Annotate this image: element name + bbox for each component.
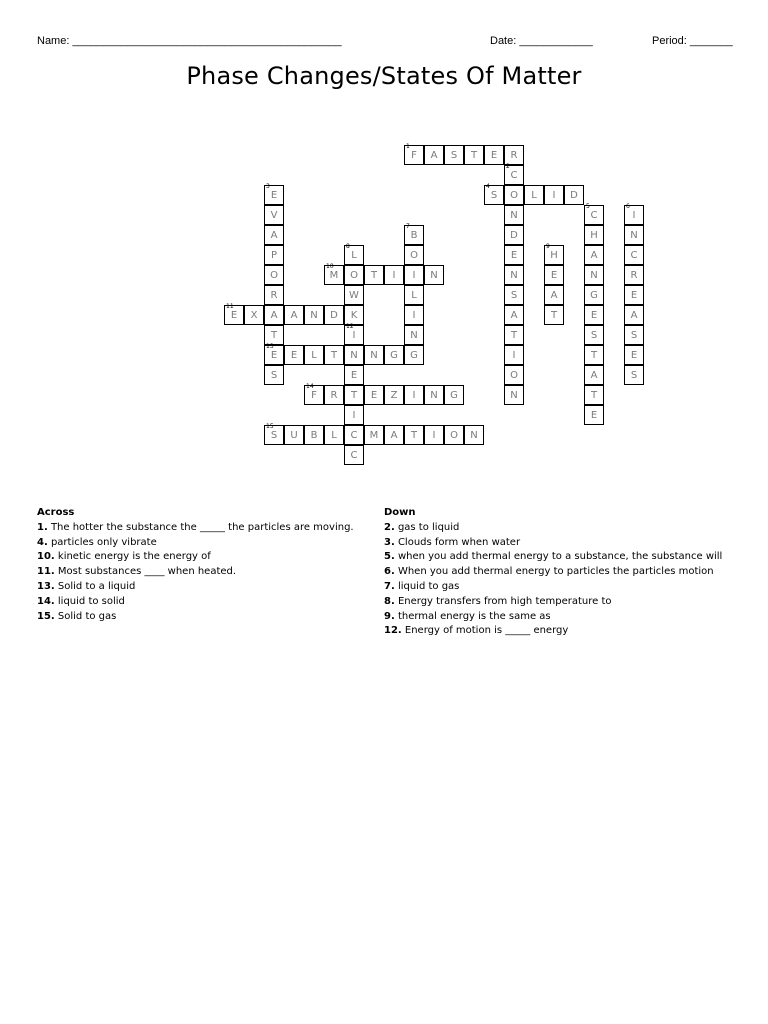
clue-number: 14 [306, 383, 314, 390]
crossword-cell[interactable]: N [424, 265, 444, 285]
down-clues [384, 506, 744, 639]
crossword-cell[interactable]: A [584, 245, 604, 265]
crossword-cell[interactable]: S 15 [264, 425, 284, 445]
crossword-cell[interactable]: E 13 [264, 345, 284, 365]
crossword-grid [0, 0, 768, 500]
crossword-cell[interactable]: E [284, 345, 304, 365]
clue-number: 12 [346, 323, 354, 330]
clue-item [384, 595, 744, 610]
crossword-cell[interactable]: O [404, 245, 424, 265]
clue-item [37, 565, 372, 580]
crossword-cell[interactable]: I [404, 265, 424, 285]
crossword-cell[interactable]: E [624, 285, 644, 305]
clue-text: The hotter the substance the _____ the particles are moving. [47, 521, 354, 533]
clue-text: Solid to a liquid [54, 580, 136, 592]
crossword-cell[interactable]: T [584, 345, 604, 365]
crossword-cell[interactable]: N [624, 225, 644, 245]
down-clue-list [384, 521, 744, 639]
crossword-cell[interactable]: D [324, 305, 344, 325]
crossword-cell[interactable]: T [404, 425, 424, 445]
clue-number: 10 [326, 263, 334, 270]
clue-text: thermal energy is the same as [394, 610, 551, 622]
crossword-cell[interactable]: I 12 [344, 325, 364, 345]
clue-item [384, 565, 744, 580]
crossword-cell[interactable]: E [484, 145, 504, 165]
crossword-cell[interactable]: N [364, 345, 384, 365]
clue-item [384, 550, 744, 565]
across-heading: Across [37, 507, 75, 518]
name-field[interactable]: Name: ____________________________________________ [37, 35, 342, 47]
clue-number: 7. [384, 580, 395, 592]
crossword-cell[interactable]: D [504, 225, 524, 245]
crossword-cell[interactable]: L [304, 345, 324, 365]
crossword-cell[interactable]: T [344, 385, 364, 405]
clue-number: 15. [37, 610, 55, 622]
crossword-cell[interactable]: E [364, 385, 384, 405]
across-clues [37, 506, 372, 624]
crossword-cell[interactable]: N [504, 385, 524, 405]
clue-text: Solid to gas [54, 610, 117, 622]
crossword-cell[interactable]: S [444, 145, 464, 165]
clue-number: 15 [266, 423, 274, 430]
crossword-cell[interactable]: V [264, 205, 284, 225]
clue-number: 3 [266, 183, 270, 190]
crossword-cell[interactable]: N [344, 345, 364, 365]
crossword-cell[interactable]: T [584, 385, 604, 405]
crossword-cell[interactable]: K [344, 305, 364, 325]
clue-item [37, 610, 372, 625]
clue-item [37, 550, 372, 565]
crossword-cell[interactable]: N [504, 265, 524, 285]
clue-text: Energy transfers from high temperature to [394, 595, 612, 607]
clue-text: kinetic energy is the energy of [54, 551, 211, 563]
crossword-cell[interactable]: R [624, 265, 644, 285]
crossword-cell[interactable]: N [404, 325, 424, 345]
clue-item [37, 580, 372, 595]
clue-number: 7 [406, 223, 410, 230]
crossword-cell[interactable]: R [324, 385, 344, 405]
crossword-cell[interactable]: I [404, 305, 424, 325]
crossword-cell[interactable]: R [504, 145, 524, 165]
clue-number: 2. [384, 521, 395, 533]
clue-number: 14. [37, 595, 55, 607]
clue-number: 10. [37, 551, 55, 563]
crossword-cell[interactable]: A [584, 365, 604, 385]
clue-number: 4 [486, 183, 490, 190]
crossword-cell[interactable]: I [404, 385, 424, 405]
crossword-cell[interactable]: C 2 [504, 165, 524, 185]
crossword-cell[interactable]: S [504, 285, 524, 305]
clue-item [37, 521, 372, 536]
crossword-cell[interactable]: I [544, 185, 564, 205]
clue-number: 9. [384, 610, 395, 622]
crossword-cell[interactable]: L [404, 285, 424, 305]
clue-item [384, 624, 744, 639]
crossword-cell[interactable]: C [344, 445, 364, 465]
clue-text: liquid to solid [54, 595, 125, 607]
crossword-cell[interactable]: G [444, 385, 464, 405]
crossword-cell[interactable]: L 8 [344, 245, 364, 265]
crossword-cell[interactable]: E 11 [224, 305, 244, 325]
clue-number: 8. [384, 595, 395, 607]
crossword-cell[interactable]: A [624, 305, 644, 325]
crossword-cell[interactable]: I [424, 425, 444, 445]
clue-item [384, 580, 744, 595]
crossword-cell[interactable]: E [584, 405, 604, 425]
crossword-cell[interactable]: I [504, 345, 524, 365]
crossword-cell[interactable]: O [264, 265, 284, 285]
crossword-cell[interactable]: H [584, 225, 604, 245]
clue-number: 5 [586, 203, 590, 210]
crossword-cell[interactable]: G [384, 345, 404, 365]
clue-number: 4. [37, 536, 48, 548]
across-clue-list [37, 521, 372, 625]
page-title: Phase Changes/States Of Matter [186, 62, 582, 90]
clue-number: 1. [37, 521, 48, 533]
crossword-cell[interactable]: Z [384, 385, 404, 405]
clue-text: Energy of motion is _____ energy [401, 625, 569, 637]
crossword-cell[interactable]: D [564, 185, 584, 205]
crossword-cell[interactable]: L [324, 425, 344, 445]
clue-number: 5. [384, 551, 395, 563]
crossword-cell[interactable]: C [624, 245, 644, 265]
crossword-cell[interactable]: T [504, 325, 524, 345]
crossword-cell[interactable]: P [264, 245, 284, 265]
crossword-cell[interactable]: E 3 [264, 185, 284, 205]
clue-number: 1 [406, 143, 410, 150]
crossword-cell[interactable]: E [544, 265, 564, 285]
crossword-cell[interactable]: O [444, 425, 464, 445]
crossword-cell[interactable]: B 7 [404, 225, 424, 245]
clue-text: Most substances ____ when heated. [54, 566, 237, 578]
clue-number: 3. [384, 536, 395, 548]
crossword-cell[interactable]: A [264, 305, 284, 325]
crossword-cell[interactable]: S 4 [484, 185, 504, 205]
clue-number: 13. [37, 580, 55, 592]
crossword-cell[interactable]: F 1 [404, 145, 424, 165]
crossword-cell[interactable]: I 6 [624, 205, 644, 225]
clue-number: 11. [37, 566, 55, 578]
clue-item [37, 595, 372, 610]
clue-number: 12. [384, 625, 402, 637]
crossword-cell[interactable]: T [264, 325, 284, 345]
crossword-cell[interactable]: F 14 [304, 385, 324, 405]
crossword-cell[interactable]: N [584, 265, 604, 285]
crossword-cell[interactable]: A [284, 305, 304, 325]
crossword-cell[interactable]: E [624, 345, 644, 365]
crossword-cell[interactable]: T [324, 345, 344, 365]
crossword-cell[interactable]: G [584, 285, 604, 305]
clue-text: gas to liquid [394, 521, 460, 533]
crossword-cell[interactable]: M 10 [324, 265, 344, 285]
clue-text: particles only vibrate [47, 536, 157, 548]
crossword-cell[interactable]: B [304, 425, 324, 445]
crossword-cell[interactable]: C [344, 425, 364, 445]
crossword-cell[interactable]: S [264, 365, 284, 385]
crossword-cell[interactable]: A [504, 305, 524, 325]
crossword-cell[interactable]: A [264, 225, 284, 245]
clue-number: 13 [266, 343, 274, 350]
crossword-cell[interactable]: O [344, 265, 364, 285]
date-field[interactable]: Date: ____________ [490, 35, 593, 47]
clue-text: When you add thermal energy to particles the particles motion [394, 566, 714, 578]
clue-number: 11 [226, 303, 234, 310]
crossword-cell[interactable]: O [504, 365, 524, 385]
crossword-cell[interactable]: A [424, 145, 444, 165]
clue-number: 9 [546, 243, 550, 250]
crossword-cell[interactable]: N [424, 385, 444, 405]
crossword-cell[interactable]: L [524, 185, 544, 205]
crossword-cell[interactable]: N [304, 305, 324, 325]
crossword-cell[interactable]: G [404, 345, 424, 365]
clue-number: 2 [506, 163, 510, 170]
clue-number: 6 [626, 203, 630, 210]
crossword-cell[interactable]: S [624, 325, 644, 345]
crossword-cell[interactable]: X [244, 305, 264, 325]
crossword-cell[interactable]: R [264, 285, 284, 305]
crossword-cell[interactable]: O [504, 185, 524, 205]
clue-number: 6. [384, 566, 395, 578]
crossword-cell[interactable]: A [544, 285, 564, 305]
crossword-cell[interactable]: E [584, 305, 604, 325]
clue-item [384, 610, 744, 625]
crossword-cell[interactable]: M [364, 425, 384, 445]
clue-text: liquid to gas [394, 580, 460, 592]
crossword-cell[interactable]: W [344, 285, 364, 305]
crossword-cell[interactable]: U [284, 425, 304, 445]
crossword-cell[interactable]: T [464, 145, 484, 165]
crossword-cell[interactable]: I [384, 265, 404, 285]
clue-text: when you add thermal energy to a substance, the substance will [394, 551, 723, 563]
down-heading: Down [384, 507, 416, 518]
clue-item [384, 521, 744, 536]
crossword-cell[interactable]: N [464, 425, 484, 445]
crossword-cell[interactable]: C 5 [584, 205, 604, 225]
clue-number: 8 [346, 243, 350, 250]
crossword-cell[interactable]: T [364, 265, 384, 285]
crossword-cell[interactable]: E [504, 245, 524, 265]
crossword-cell[interactable]: T [544, 305, 564, 325]
crossword-cell[interactable]: A [384, 425, 404, 445]
crossword-cell[interactable]: S [624, 365, 644, 385]
clue-item [384, 536, 744, 551]
clue-text: Clouds form when water [394, 536, 521, 548]
crossword-cell[interactable]: H 9 [544, 245, 564, 265]
crossword-cell[interactable]: S [584, 325, 604, 345]
crossword-cell[interactable]: N [504, 205, 524, 225]
crossword-cell[interactable]: I [344, 405, 364, 425]
clue-item [37, 536, 372, 551]
crossword-cell[interactable]: E [344, 365, 364, 385]
period-field[interactable]: Period: _______ [652, 35, 733, 47]
